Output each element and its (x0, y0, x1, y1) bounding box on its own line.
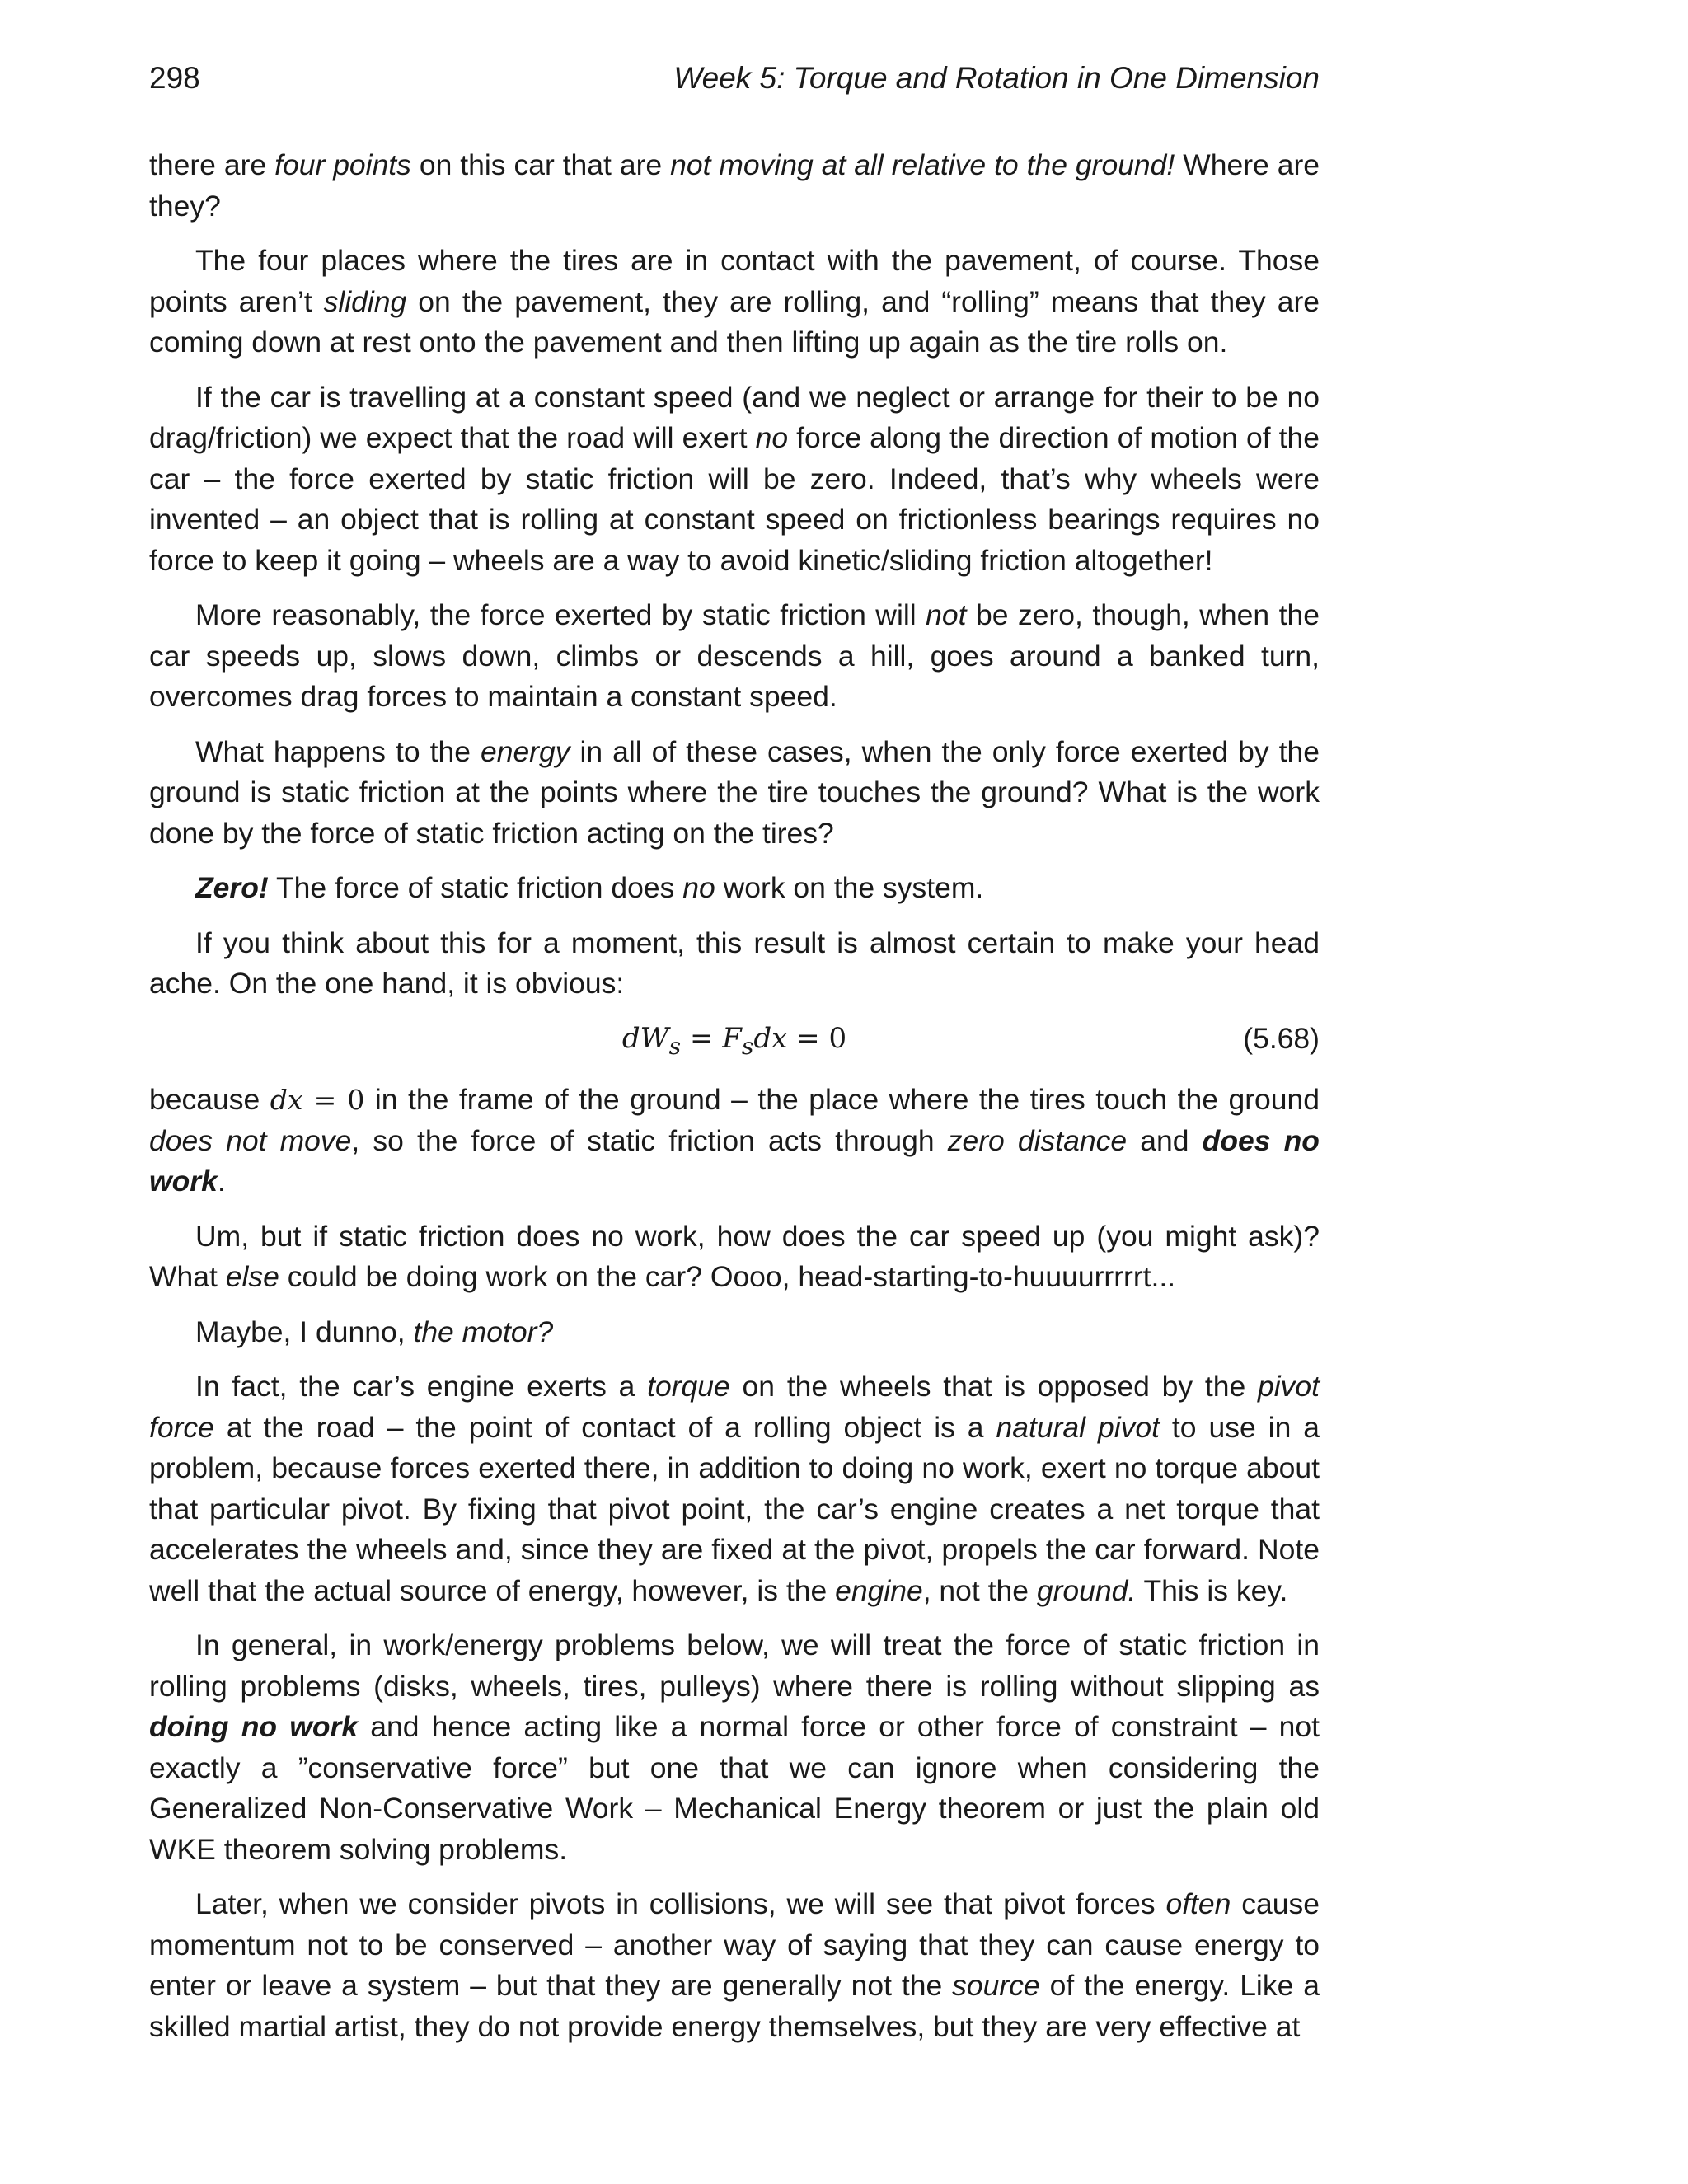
paragraph-in-general: In general, in work/energy problems below, we will treat the force of static friction in rolling problems (disks, wheels, tires, pulleys) where there is rolling without slipping as doing no work and hence acting like a normal force or other force of constraint – not exactly a ”conservative force” but one that we can ignore when considering the Generalized Non-Conservative Work – Mechanical Energy theorem or just the plain old WKE theorem solving problems. (149, 1629, 1320, 1866)
paragraph-speed-up-question: Um, but if static friction does no work, how does the car speed up (you might ask)? What else could be doing work on the car? Oooo, head-starting-to-huuuurrrrrt... (149, 1219, 1320, 1293)
equation-body: $dW_s = F_sdx = 0$ (621, 1021, 847, 1060)
paragraph-constant-speed: If the car is travelling at a constant speed (and we neglect or arrange for their to be no drag/friction) we expect that the road will exert no force along the direction of motion of the car – the force exerted by static friction will be zero. Indeed, that’s why wheels were invented – an object that is rolling at constant speed on frictionless bearings requires no force to keep it going – wheels are a way to avoid kinetic/sliding friction altogether! (149, 380, 1320, 577)
paragraph-zero: Zero! The force of static friction does no work on the system. (195, 871, 984, 904)
paragraph-more-reasonably: More reasonably, the force exerted by static friction will not be zero, though, when the car speeds up, slows down, climbs or descends a hill, goes around a banked turn, overcomes drag forces to maintain a constant speed. (149, 598, 1320, 713)
inline-math: dx = 0 (270, 1084, 365, 1116)
page-number: 298 (149, 61, 200, 95)
paragraph-energy-question: What happens to the energy in all of these cases, when the only force exerted by the ground is static friction at the points where the tire touches the ground? What is the work done by the force of static friction acting on the tires? (149, 734, 1320, 850)
equation-number: (5.68) (1243, 1021, 1320, 1055)
page-header (149, 61, 1320, 101)
paragraph-head-ache: If you think about this for a moment, this result is almost certain to make your head ache. On the one hand, it is obvious: (149, 926, 1320, 1000)
paragraph-the-motor: Maybe, I dunno, the motor? (195, 1315, 554, 1348)
equation-5-68 (149, 1019, 1320, 1060)
paragraph-contact-points: The four places where the tires are in contact with the pavement, of course. Those points aren’t sliding on the pavement, they are rolling, and “rolling” means that they are coming down at rest onto the pavement and then lifting up again as the tire rolls on. (149, 244, 1320, 359)
paragraph-pivots-collisions: Later, when we consider pivots in collisions, we will see that pivot forces often cause momentum not to be conserved – another way of saying that they can cause energy to enter or leave a system – but that they are generally not the source of the energy. Like a skilled martial artist, they do not provide energy themselves, but they are very effective at (149, 1887, 1320, 2043)
body-text (149, 145, 1320, 2061)
running-head: Week 5: Torque and Rotation in One Dimension (673, 61, 1320, 95)
paragraph-engine-torque: In fact, the car’s engine exerts a torque on the wheels that is opposed by the pivot force at the road – the point of contact of a rolling object is a natural pivot to use in a problem, because forces exerted there, in addition to doing no work, exert no torque about that particular pivot. By fixing that pivot point, the car’s engine creates a net torque that accelerates the wheels and, since they are fixed at the pivot, propels the car forward. Note well that the actual source of energy, however, is the engine, not the ground. This is key. (149, 1370, 1320, 1607)
paragraph-four-points: there are four points on this car that are not moving at all relative to the ground! Where are they? (149, 148, 1320, 223)
paragraph-because-dx: because dx = 0 in the frame of the ground – the place where the tires touch the ground does not move, so the force of static friction acts through zero distance and does no work. (149, 1083, 1320, 1197)
